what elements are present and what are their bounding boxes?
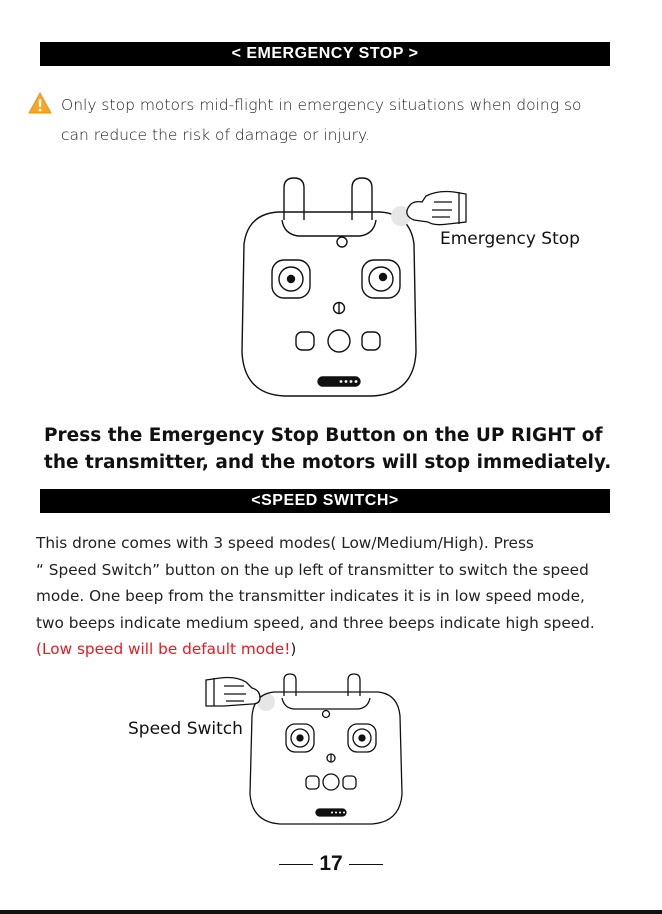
warning-triangle-icon [28, 92, 52, 114]
warning-line-2: can reduce the risk of damage or injury. [61, 126, 370, 144]
pointing-hand-icon-speed [206, 678, 260, 707]
transmitter-illustration-emergency [238, 172, 468, 402]
speed-line-1: This drone comes with 3 speed modes( Low/Medium/High). Press [36, 534, 534, 552]
bottom-border [0, 910, 662, 914]
page-number-rule-left [279, 864, 313, 865]
page-number-footer [0, 852, 662, 876]
default-mode-note-close: ) [290, 640, 297, 658]
warning-line-1: Only stop motors mid-flight in emergency situations when doing so [61, 96, 582, 114]
instruction-line-2: the transmitter, and the motors will stop immediately. [44, 452, 612, 473]
default-mode-note: (Low speed will be default mode! [36, 640, 291, 658]
speed-switch-description [36, 530, 651, 663]
speed-line-3: mode. One beep from the transmitter indicates it is in low speed mode, [36, 587, 585, 605]
speed-default-note [36, 636, 651, 663]
transmitter-illustration-speed [202, 672, 412, 832]
speed-switch-label: Speed Switch [128, 719, 243, 739]
emergency-stop-label: Emergency Stop [440, 229, 580, 249]
pointing-hand-icon [407, 192, 466, 225]
speed-line-2: “ Speed Switch” button on the up left of transmitter to switch the speed [36, 560, 589, 579]
speed-line-4: two beeps indicate medium speed, and three beeps indicate high speed. [36, 613, 595, 632]
emergency-stop-banner: < EMERGENCY STOP > [40, 42, 610, 66]
warning-text [61, 90, 582, 150]
page-number: 17 [319, 852, 343, 875]
speed-switch-banner: <SPEED SWITCH> [40, 489, 610, 513]
emergency-instruction [44, 422, 644, 476]
page-number-rule-right [349, 864, 383, 865]
instruction-line-1: Press the Emergency Stop Button on the UP RIGHT of [44, 425, 603, 446]
